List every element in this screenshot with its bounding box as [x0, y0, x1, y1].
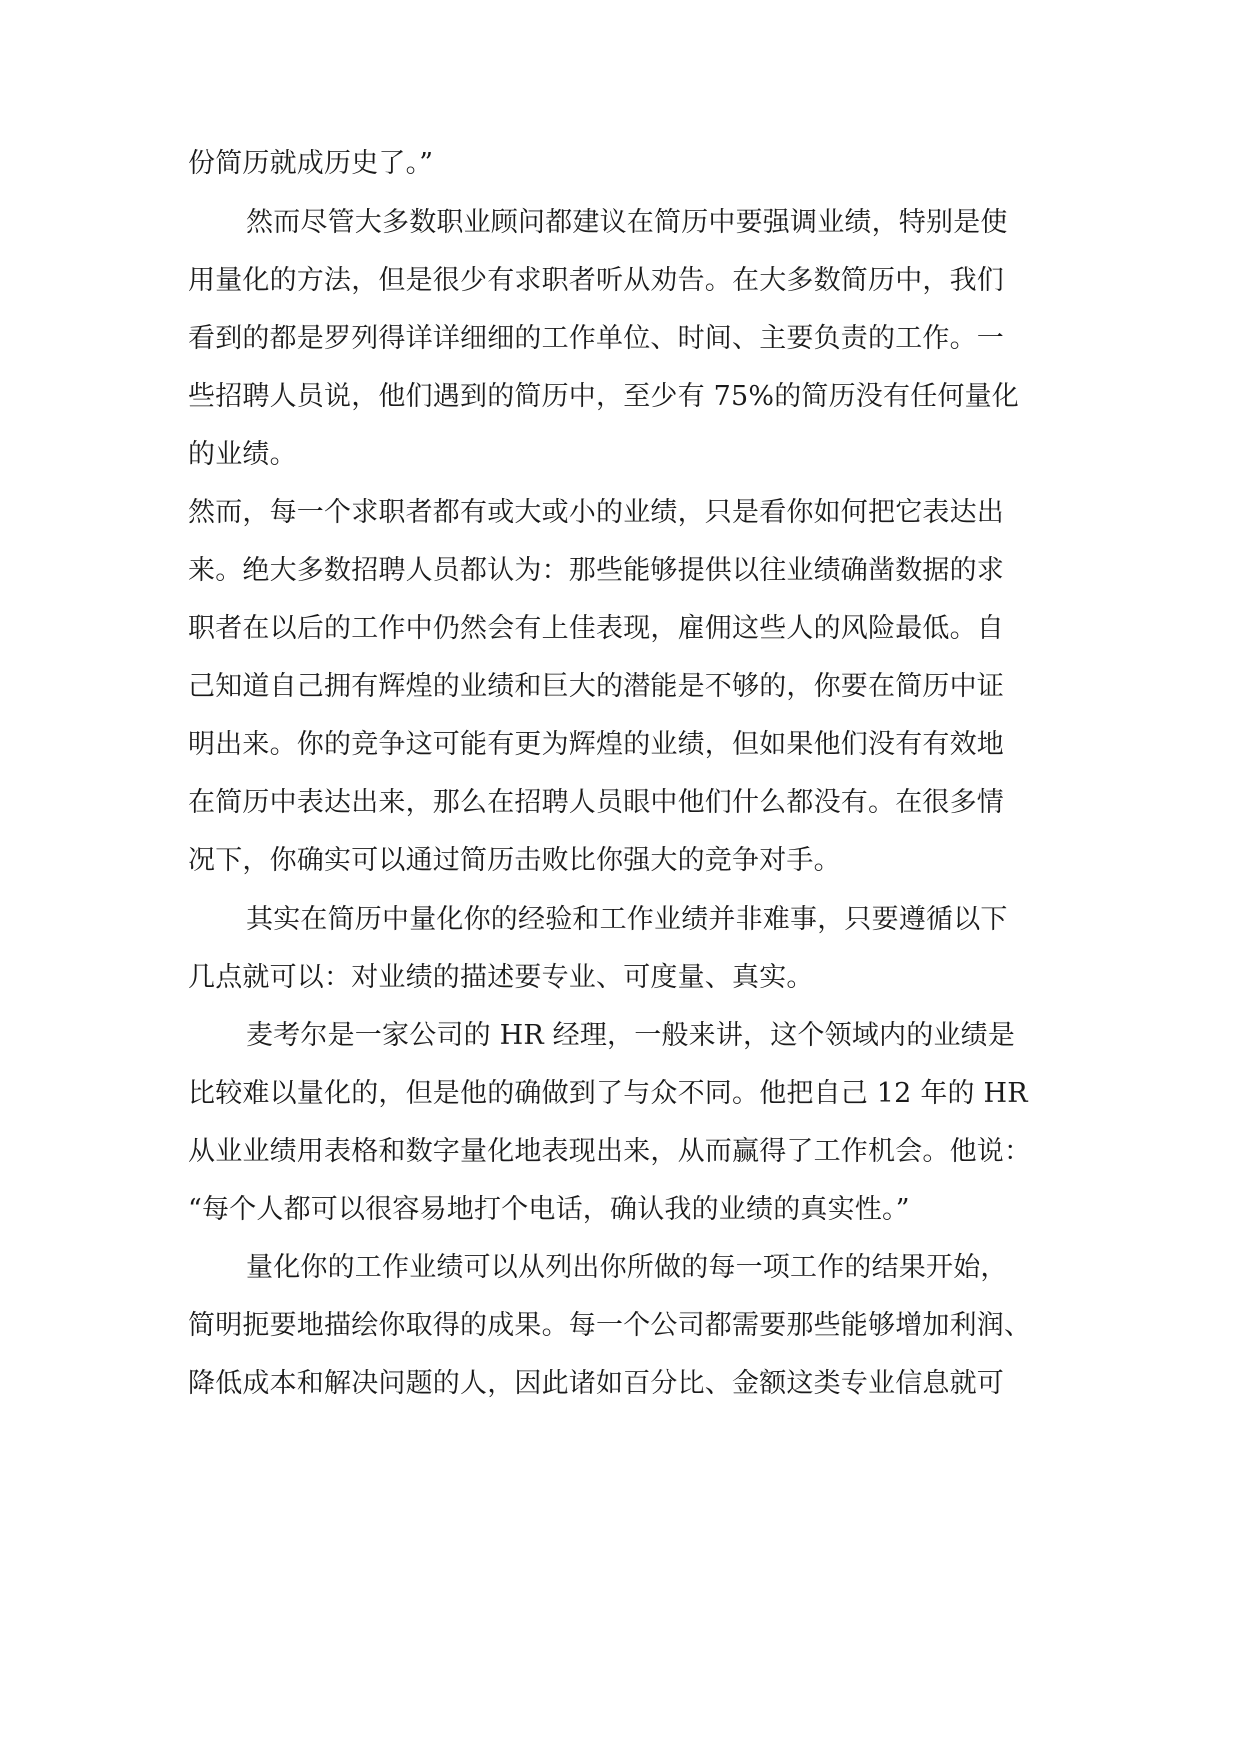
text-line: 职者在以后的工作中仍然会有上佳表现，雇佣这些人的风险最低。自 — [188, 613, 1004, 644]
text-line: 然而尽管大多数职业顾问都建议在简历中要强调业绩，特别是使 — [246, 207, 1008, 238]
text-line: 几点就可以：对业绩的描述要专业、可度量、真实。 — [188, 962, 814, 993]
text-line: 简明扼要地描绘你取得的成果。每一个公司都需要那些能够增加利润、 — [188, 1310, 1032, 1341]
text-line: 其实在简历中量化你的经验和工作业绩并非难事，只要遵循以下 — [246, 904, 1008, 935]
text-line: 麦考尔是一家公司的 HR 经理，一般来讲，这个领域内的业绩是 — [246, 1020, 1016, 1051]
text-line: 明出来。你的竞争这可能有更为辉煌的业绩，但如果他们没有有效地 — [188, 729, 1004, 760]
text-line: 的业绩。 — [188, 439, 297, 470]
text-line: “每个人都可以很容易地打个电话，确认我的业绩的真实性。” — [188, 1194, 910, 1225]
text-line: 况下，你确实可以通过简历击败比你强大的竞争对手。 — [188, 845, 841, 876]
text-line: 比较难以量化的，但是他的确做到了与众不同。他把自己 12 年的 HR — [188, 1078, 1028, 1109]
text-line: 降低成本和解决问题的人，因此诸如百分比、金额这类专业信息就可 — [188, 1368, 1004, 1399]
text-line: 来。绝大多数招聘人员都认为：那些能够提供以往业绩确凿数据的求 — [188, 555, 1004, 586]
text-line: 己知道自己拥有辉煌的业绩和巨大的潜能是不够的，你要在简历中证 — [188, 671, 1004, 702]
text-line: 然而，每一个求职者都有或大或小的业绩，只是看你如何把它表达出 — [188, 497, 1004, 528]
text-line: 些招聘人员说，他们遇到的简历中，至少有 75%的简历没有任何量化 — [188, 381, 1019, 412]
text-line: 看到的都是罗列得详详细细的工作单位、时间、主要负责的工作。一 — [188, 323, 1004, 354]
text-line: 用量化的方法，但是很少有求职者听从劝告。在大多数简历中，我们 — [188, 265, 1004, 296]
text-line: 份简历就成历史了。” — [188, 148, 434, 179]
text-line: 量化你的工作业绩可以从列出你所做的每一项工作的结果开始， — [246, 1252, 1008, 1283]
text-line: 在简历中表达出来，那么在招聘人员眼中他们什么都没有。在很多情 — [188, 787, 1004, 818]
text-line: 从业业绩用表格和数字量化地表现出来，从而赢得了工作机会。他说： — [188, 1136, 1032, 1167]
